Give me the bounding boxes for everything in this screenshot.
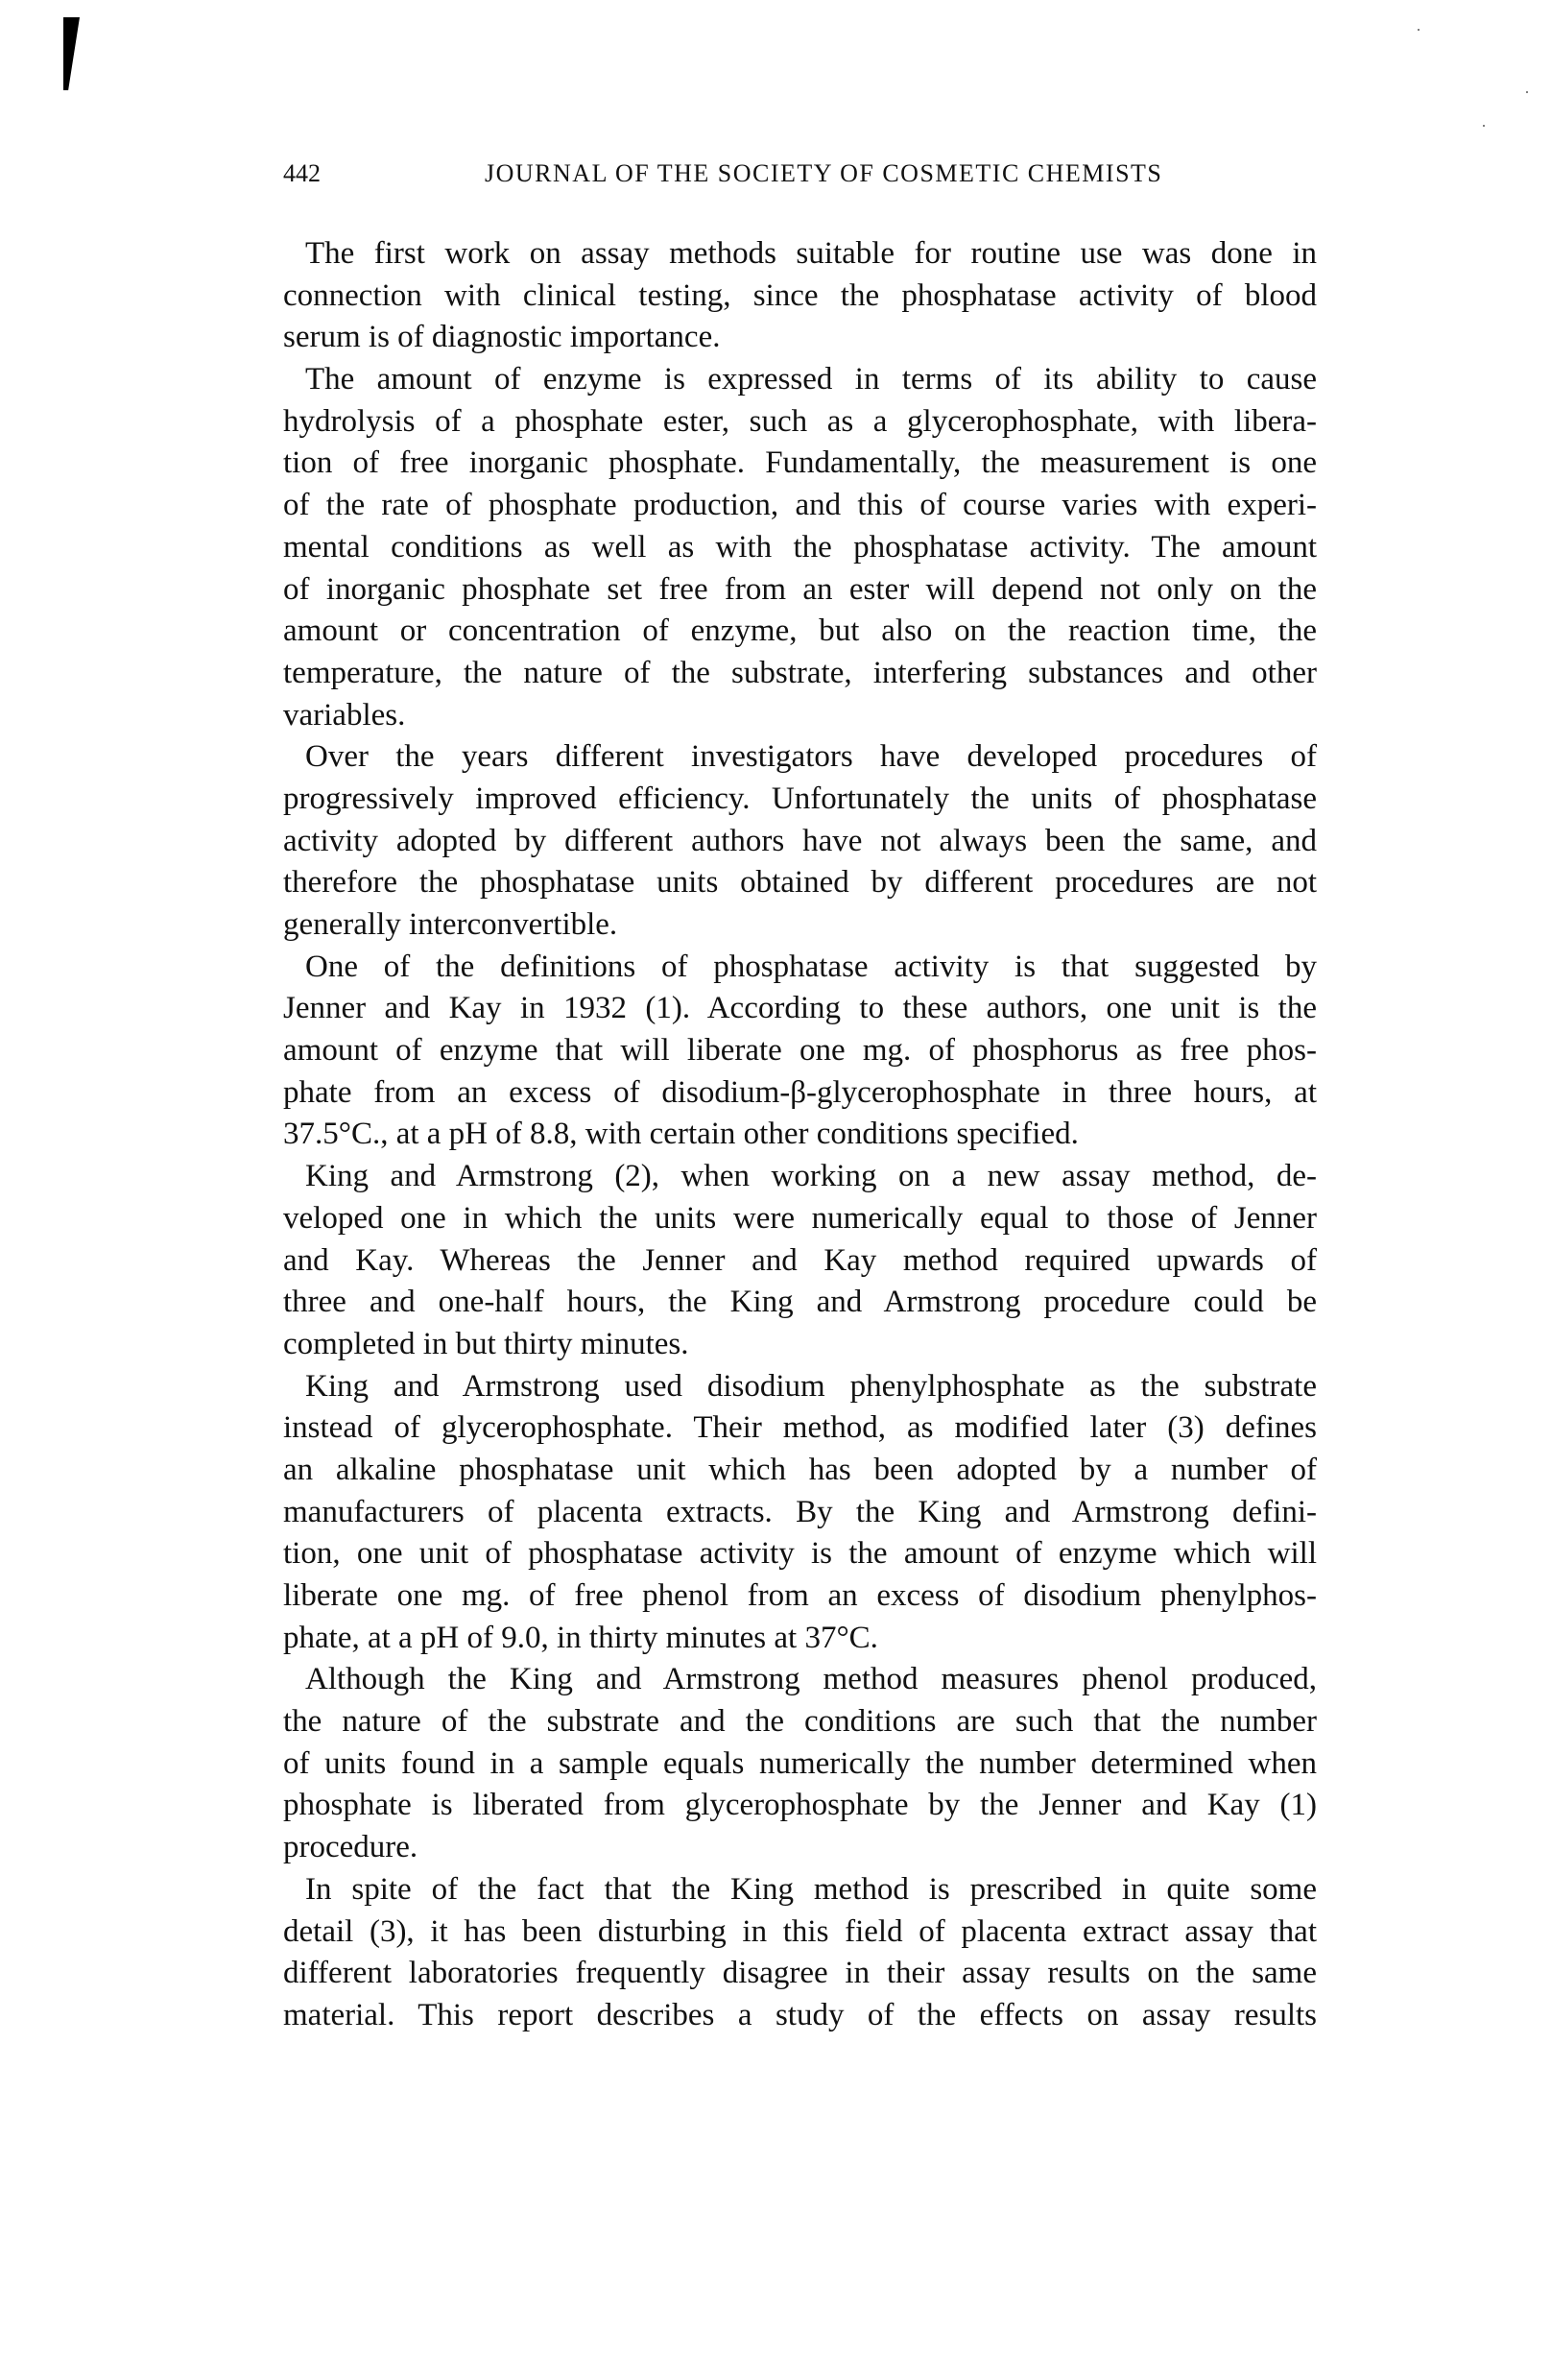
text-line: The amount of enzyme is expressed in terms of its ability to cause (305, 362, 1317, 397)
text-line: 37.5°C., at a pH of 8.8, with certain other conditions specified. (283, 1117, 1079, 1152)
paragraph (283, 736, 1317, 946)
paragraph (283, 947, 1317, 1156)
text-line: detail (3), it has been disturbing in this field of placenta extract assay that (283, 1913, 1317, 1949)
text-line: of inorganic phosphate set free from an ester will depend not only on the (283, 571, 1317, 607)
text-line: veloped one in which the units were numerically equal to those of Jenner (283, 1200, 1317, 1236)
journal-title: JOURNAL OF THE SOCIETY OF COSMETIC CHEMISTS (485, 159, 1163, 187)
body-text (283, 233, 1317, 2037)
text-line: generally interconvertible. (283, 907, 618, 942)
text-line: progressively improved efficiency. Unfortunately the units of phosphatase (283, 781, 1317, 816)
text-line: temperature, the nature of the substrate, interfering substances and other (283, 655, 1317, 690)
text-line: One of the definitions of phosphatase activity is that suggested by (305, 949, 1317, 984)
text-line: an alkaline phosphatase unit which has been adopted by a number of (283, 1452, 1317, 1487)
text-line: manufacturers of placenta extracts. By the King and Armstrong defini- (283, 1494, 1317, 1529)
text-line: mental conditions as well as with the phosphatase activity. The amount (283, 529, 1317, 565)
text-line: Over the years different investigators have developed procedures of (305, 739, 1317, 775)
page-number: 442 (283, 159, 321, 187)
scan-speck (1483, 125, 1485, 127)
paragraph (283, 359, 1317, 736)
paragraph (283, 233, 1317, 359)
scan-speck (1526, 91, 1528, 93)
paragraph (283, 1366, 1317, 1660)
text-line: phosphate is liberated from glycerophosphate by the Jenner and Kay (1) (283, 1788, 1317, 1823)
text-line: tion, one unit of phosphatase activity is the amount of enzyme which will (283, 1536, 1317, 1572)
text-line: of units found in a sample equals numerically the number determined when (283, 1745, 1317, 1781)
text-line: In spite of the fact that the King method is prescribed in quite some (305, 1871, 1317, 1907)
paragraph (283, 1156, 1317, 1365)
text-line: phate from an excess of disodium-β-glycerophosphate in three hours, at (283, 1074, 1317, 1110)
paragraph (283, 1659, 1317, 1868)
text-line: three and one-half hours, the King and Armstrong procedure could be (283, 1285, 1317, 1320)
text-line: amount or concentration of enzyme, but also on the reaction time, the (283, 613, 1317, 649)
text-line: therefore the phosphatase units obtained by different procedures are not (283, 865, 1317, 901)
text-line: of the rate of phosphate production, and this of course varies with experi- (283, 488, 1317, 523)
scan-speck (1418, 29, 1420, 31)
text-line: phate, at a pH of 9.0, in thirty minutes at 37°C. (283, 1620, 878, 1655)
text-line: King and Armstrong used disodium phenylphosphate as the substrate (305, 1368, 1317, 1404)
text-line: hydrolysis of a phosphate ester, such as a glycerophosphate, with libera- (283, 403, 1317, 439)
text-line: activity adopted by different authors have not always been the same, and (283, 823, 1317, 858)
text-line: procedure. (283, 1830, 418, 1865)
text-line: different laboratories frequently disagree in their assay results on the same (283, 1956, 1317, 1991)
text-line: the nature of the substrate and the conditions are such that the number (283, 1704, 1317, 1740)
text-line: amount of enzyme that will liberate one mg. of phosphorus as free phos- (283, 1033, 1317, 1069)
text-line: material. This report describes a study of the effects on assay results (283, 1997, 1317, 2032)
text-line: and Kay. Whereas the Jenner and Kay method required upwards of (283, 1242, 1317, 1278)
text-line: King and Armstrong (2), when working on a new assay method, de- (305, 1159, 1317, 1194)
running-head (283, 159, 1286, 192)
text-line: completed in but thirty minutes. (283, 1326, 689, 1361)
text-line: Jenner and Kay in 1932 (1). According to these authors, one unit is the (283, 991, 1317, 1026)
text-line: variables. (283, 697, 406, 733)
text-line: connection with clinical testing, since the phosphatase activity of blood (283, 277, 1317, 313)
paragraph (283, 1869, 1317, 2037)
scan-artifact-mark (63, 17, 80, 90)
text-line: instead of glycerophosphate. Their method, as modified later (3) defines (283, 1410, 1317, 1446)
text-line: Although the King and Armstrong method measures phenol produced, (305, 1662, 1317, 1697)
text-line: serum is of diagnostic importance. (283, 320, 721, 355)
text-line: The first work on assay methods suitable for routine use was done in (305, 236, 1317, 271)
text-line: tion of free inorganic phosphate. Fundamentally, the measurement is one (283, 445, 1317, 481)
text-line: liberate one mg. of free phenol from an excess of disodium phenylphos- (283, 1578, 1317, 1613)
